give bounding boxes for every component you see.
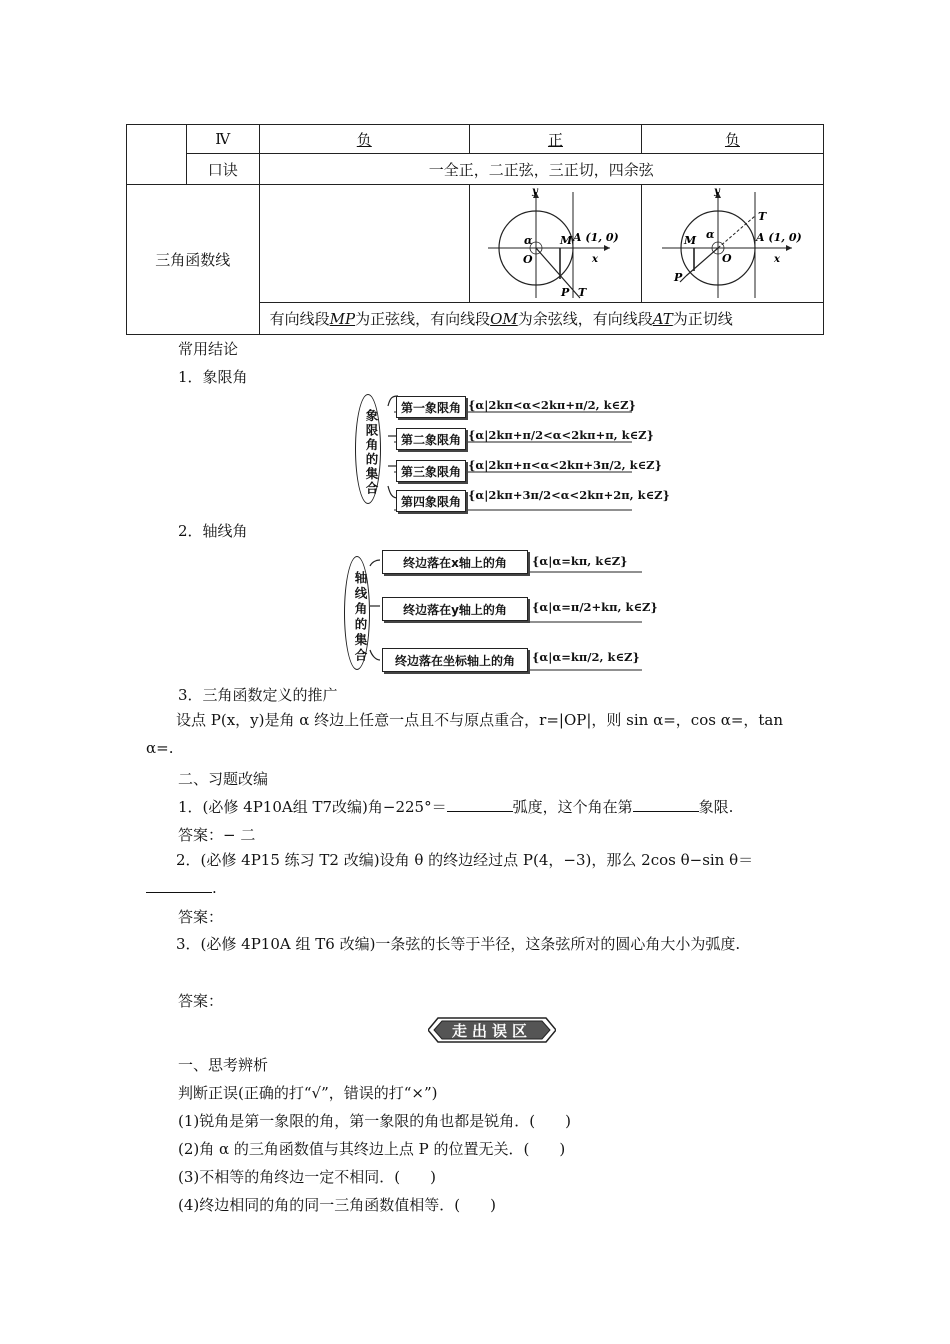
thinking-item-2: (2)角 α 的三角函数值与其终边上点 P 的位置无关．( ) (178, 1140, 566, 1158)
thinking-intro: 判断正误(正确的打“√”，错误的打“×”) (178, 1084, 438, 1102)
svg-text:A (1, 0): A (1, 0) (572, 230, 619, 244)
conclusion-3-title: 3．三角函数定义的推广 (178, 686, 338, 704)
svg-text:P: P (560, 285, 570, 299)
quadrant-1-label: 第一象限角 (396, 396, 466, 418)
answer-blank[interactable] (146, 878, 212, 893)
sin-sign-iv: 负 (356, 130, 372, 149)
svg-text:P: P (673, 270, 683, 284)
trig-lines-label: 三角函数线 (127, 185, 260, 335)
svg-text:x: x (773, 253, 780, 265)
banner-text: 走出误区 (451, 1021, 532, 1040)
axis-y-set: {α|α=π/2+kπ, k∈Z} (532, 600, 658, 614)
thinking-item-1: (1)锐角是第一象限的角，第一象限的角也都是锐角．( ) (178, 1112, 571, 1130)
svg-text:α: α (523, 233, 533, 247)
diagram-cell-3 (641, 185, 823, 303)
question-3: 3．(必修 4P10A 组 T6 改编)一条弦的长等于半径，这条弦所对的圆心角大小为弧度. (176, 935, 741, 953)
svg-text:M: M (683, 233, 697, 247)
unit-circle-diagram-quadrant-iii (642, 186, 822, 302)
mnemonic-text: 一全正，二正弦，三正切，四余弦 (259, 154, 823, 185)
diagram-cell-1 (259, 185, 469, 303)
cos-sign-iv: 正 (547, 130, 563, 149)
axis-y-label: 终边落在y轴上的角 (382, 597, 528, 621)
axis-x-label: 终边落在x轴上的角 (382, 550, 528, 574)
svg-text:O: O (721, 251, 732, 265)
section-banner (428, 1016, 556, 1044)
table-blank-cell (127, 125, 187, 185)
quadrant-2-label: 第二象限角 (396, 428, 466, 450)
answer-3: 答案： (178, 992, 224, 1010)
svg-text:O: O (522, 252, 533, 266)
quadrant-iv-label: Ⅳ (186, 125, 259, 154)
conclusion-2-title: 2．轴线角 (178, 522, 248, 540)
answer-1: 答案：− 二 (178, 826, 256, 844)
thinking-heading: 一、思考辨析 (178, 1056, 269, 1074)
unit-circle-diagram-quadrant-iv (470, 186, 640, 302)
svg-text:A (1, 0): A (1, 0) (755, 230, 802, 244)
exercises-heading: 二、习题改编 (178, 770, 269, 788)
diagram-cell-2 (469, 185, 641, 303)
quadrant-4-set: {α|2kπ+3π/2<α<2kπ+2π, k∈Z} (468, 488, 670, 502)
answer-blank[interactable] (633, 797, 699, 812)
thinking-item-4: (4)终边相同的角的同一三角函数值相等．( ) (178, 1196, 496, 1214)
question-1: 1．(必修 4P10A组 T7改编)角−225°＝ 弧度，这个角在第 象限. (178, 798, 734, 816)
quadrant-4-label: 第四象限角 (396, 490, 466, 512)
quadrant-1-set: {α|2kπ<α<2kπ+π/2, k∈Z} (468, 398, 636, 412)
conclusion-1-title: 1．象限角 (178, 368, 248, 386)
quadrant-2-set: {α|2kπ+π/2<α<2kπ+π, k∈Z} (468, 428, 654, 442)
svg-text:M: M (559, 233, 573, 247)
axis-both-label: 终边落在坐标轴上的角 (382, 648, 528, 672)
answer-2: 答案： (178, 908, 224, 926)
mnemonic-label: 口诀 (186, 154, 259, 185)
trig-lines-note: 有向线段MP为正弦线，有向线段OM为余弦线，有向线段AT为正切线 (259, 303, 823, 335)
svg-text:y: y (713, 185, 720, 197)
answer-blank[interactable] (447, 797, 513, 812)
conclusion-3-text: 设点 P(x，y)是角 α 终边上任意一点且不与原点重合，r=|OP|，则 sin α=，cos α=，tan α=. (146, 711, 784, 757)
conclusions-heading: 常用结论 (178, 340, 239, 358)
question-2: 2．(必修 4P15 练习 T2 改编)设角 θ 的终边经过点 P(4，−3)，那么 2cos θ−sin θ＝. (146, 846, 808, 902)
svg-text:T: T (757, 209, 767, 223)
svg-text:T: T (577, 285, 587, 299)
quadrant-set-label: 象限角的集合 (355, 394, 381, 504)
thinking-item-3: (3)不相等的角终边一定不相同．( ) (178, 1168, 436, 1186)
svg-text:y: y (531, 185, 538, 197)
axis-x-set: {α|α=kπ, k∈Z} (532, 554, 628, 568)
quadrant-3-label: 第三象限角 (396, 460, 466, 482)
quadrant-3-set: {α|2kπ+π<α<2kπ+3π/2, k∈Z} (468, 458, 662, 472)
trig-sign-table (126, 124, 824, 335)
tan-sign-iv: 负 (724, 130, 740, 149)
svg-text:α: α (705, 227, 715, 241)
axis-set-label: 轴线角的集合 (344, 556, 370, 670)
svg-text:x: x (591, 253, 598, 265)
axis-both-set: {α|α=kπ/2, k∈Z} (532, 650, 640, 664)
